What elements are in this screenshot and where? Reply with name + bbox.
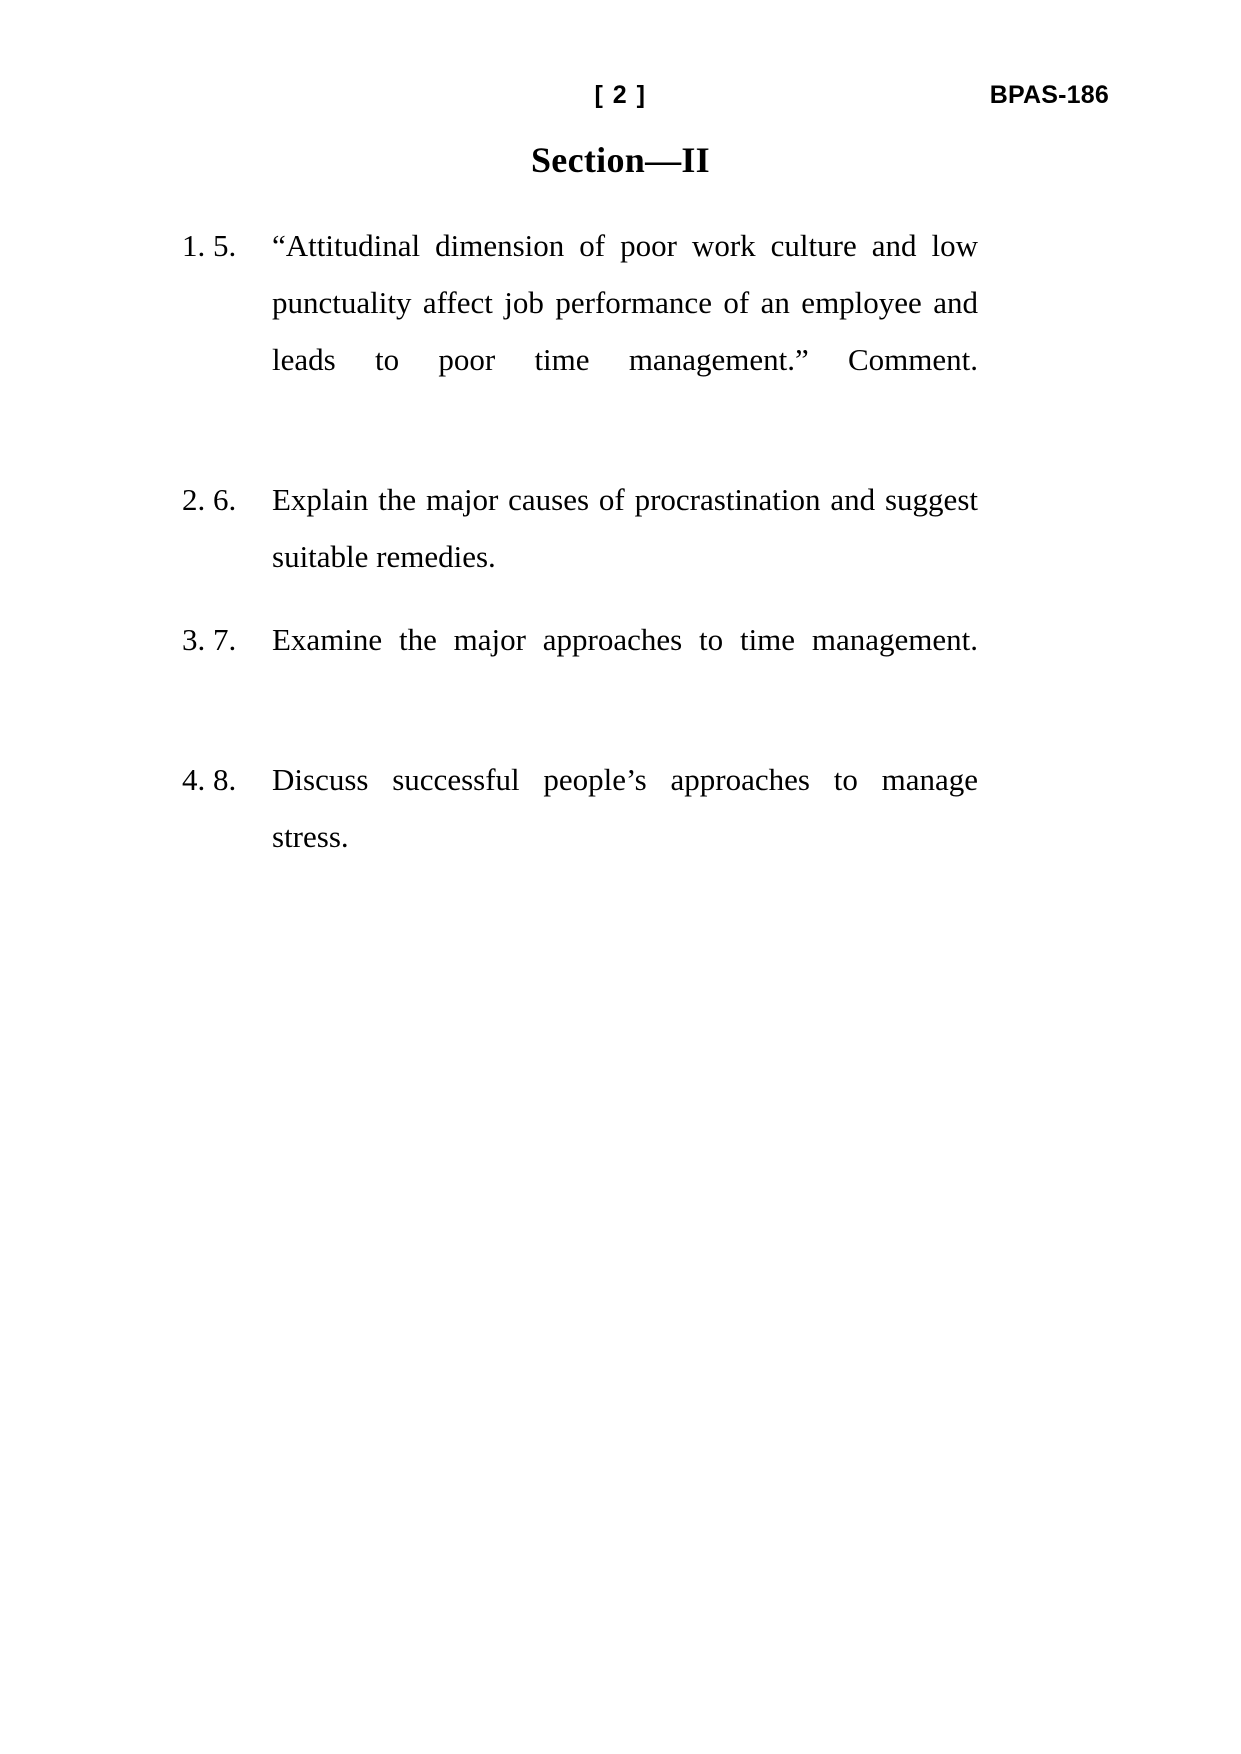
question-item bbox=[213, 217, 978, 445]
question-number: 2. 6. bbox=[213, 482, 237, 517]
question-item bbox=[213, 751, 978, 922]
question-list bbox=[173, 217, 978, 922]
question-text: Discuss successful people’s approaches to manage stress. bbox=[272, 762, 978, 854]
question-text: Examine the major approaches to time management. bbox=[272, 622, 978, 657]
section-heading: Section—II bbox=[530, 140, 710, 180]
page-number: [ 2 ] bbox=[594, 81, 647, 109]
question-item bbox=[213, 611, 978, 725]
paper-code: BPAS-186 bbox=[989, 81, 1109, 109]
question-text: Explain the major causes of procrastination and suggest suitable remedies. bbox=[272, 482, 978, 574]
page-header bbox=[0, 78, 1241, 112]
question-item bbox=[213, 471, 978, 585]
question-number: 1. 5. bbox=[213, 228, 237, 263]
question-number: 4. 8. bbox=[213, 762, 237, 797]
question-text: “Attitudinal dimension of poor work culture and low punctuality affect job performance of an employee and leads to poor time management.” Comment. bbox=[272, 228, 978, 377]
question-number: 3. 7. bbox=[213, 622, 237, 657]
